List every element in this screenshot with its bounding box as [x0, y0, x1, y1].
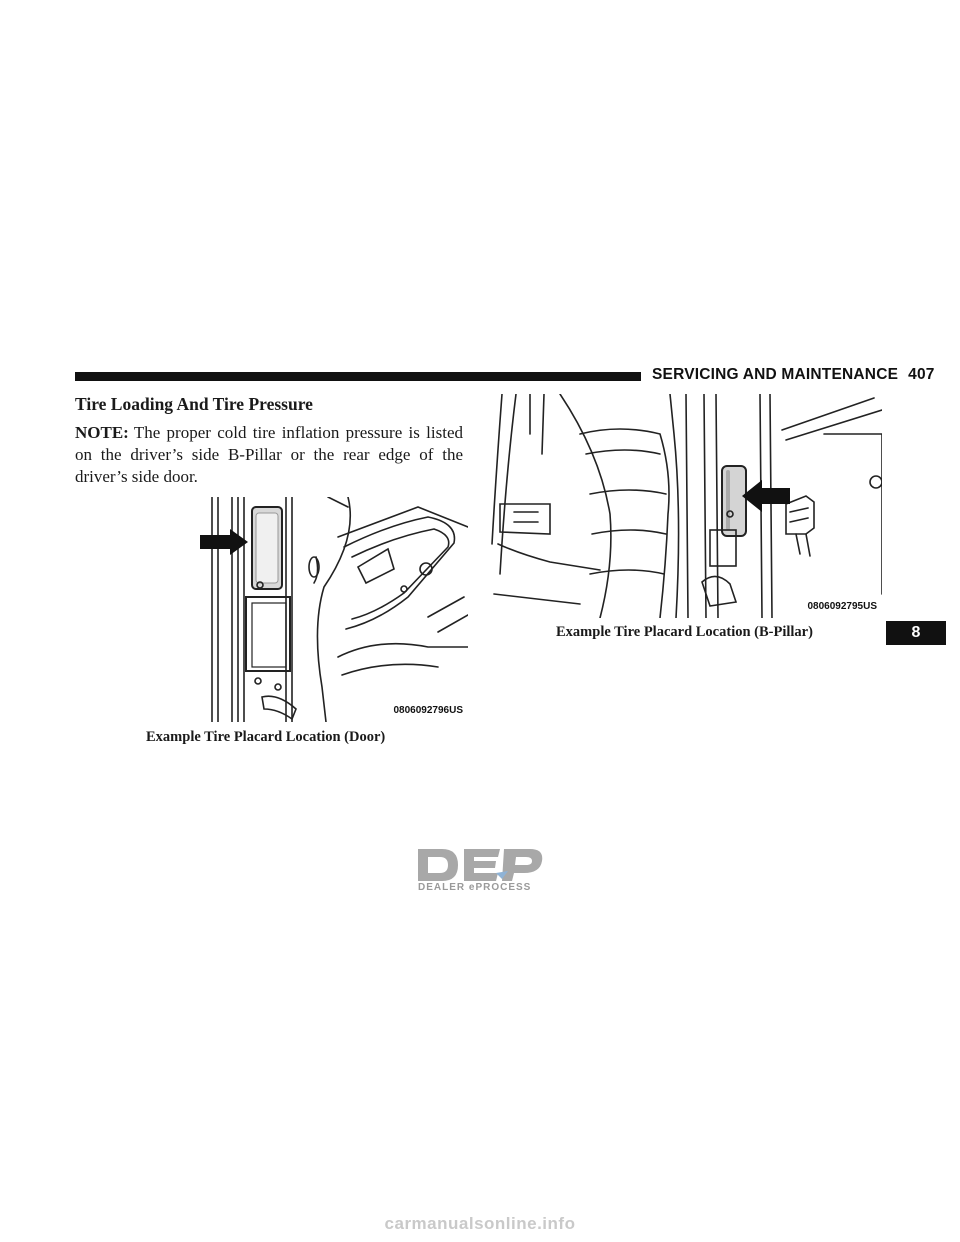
section-heading: Tire Loading And Tire Pressure: [75, 394, 313, 414]
note-label: NOTE:: [75, 423, 129, 442]
figure-caption-b-pillar: Example Tire Placard Location (B-Pillar): [556, 624, 813, 640]
b-pillar-placard-illustration: [490, 394, 882, 618]
door-placard-illustration: [208, 497, 468, 722]
footer-watermark: carmanualsonline.info: [384, 1214, 576, 1233]
watermark-subtitle: DEALER ePROCESS: [418, 882, 532, 893]
chapter-tab: 8: [886, 621, 946, 645]
running-header: [652, 366, 935, 384]
figure-code-door: 0806092796US: [393, 705, 463, 716]
section-title: SERVICING AND MAINTENANCE: [652, 366, 899, 383]
note-text: The proper cold tire inflation pressure is listed on the driver’s side B-Pillar or the rear edge of the driver’s side door.: [75, 423, 463, 486]
note-paragraph: [75, 422, 463, 488]
page-number: 407: [908, 366, 935, 383]
header-rule: [75, 372, 641, 381]
figure-caption-door: Example Tire Placard Location (Door): [146, 729, 386, 745]
figure-code-b-pillar: 0806092795US: [807, 601, 877, 612]
